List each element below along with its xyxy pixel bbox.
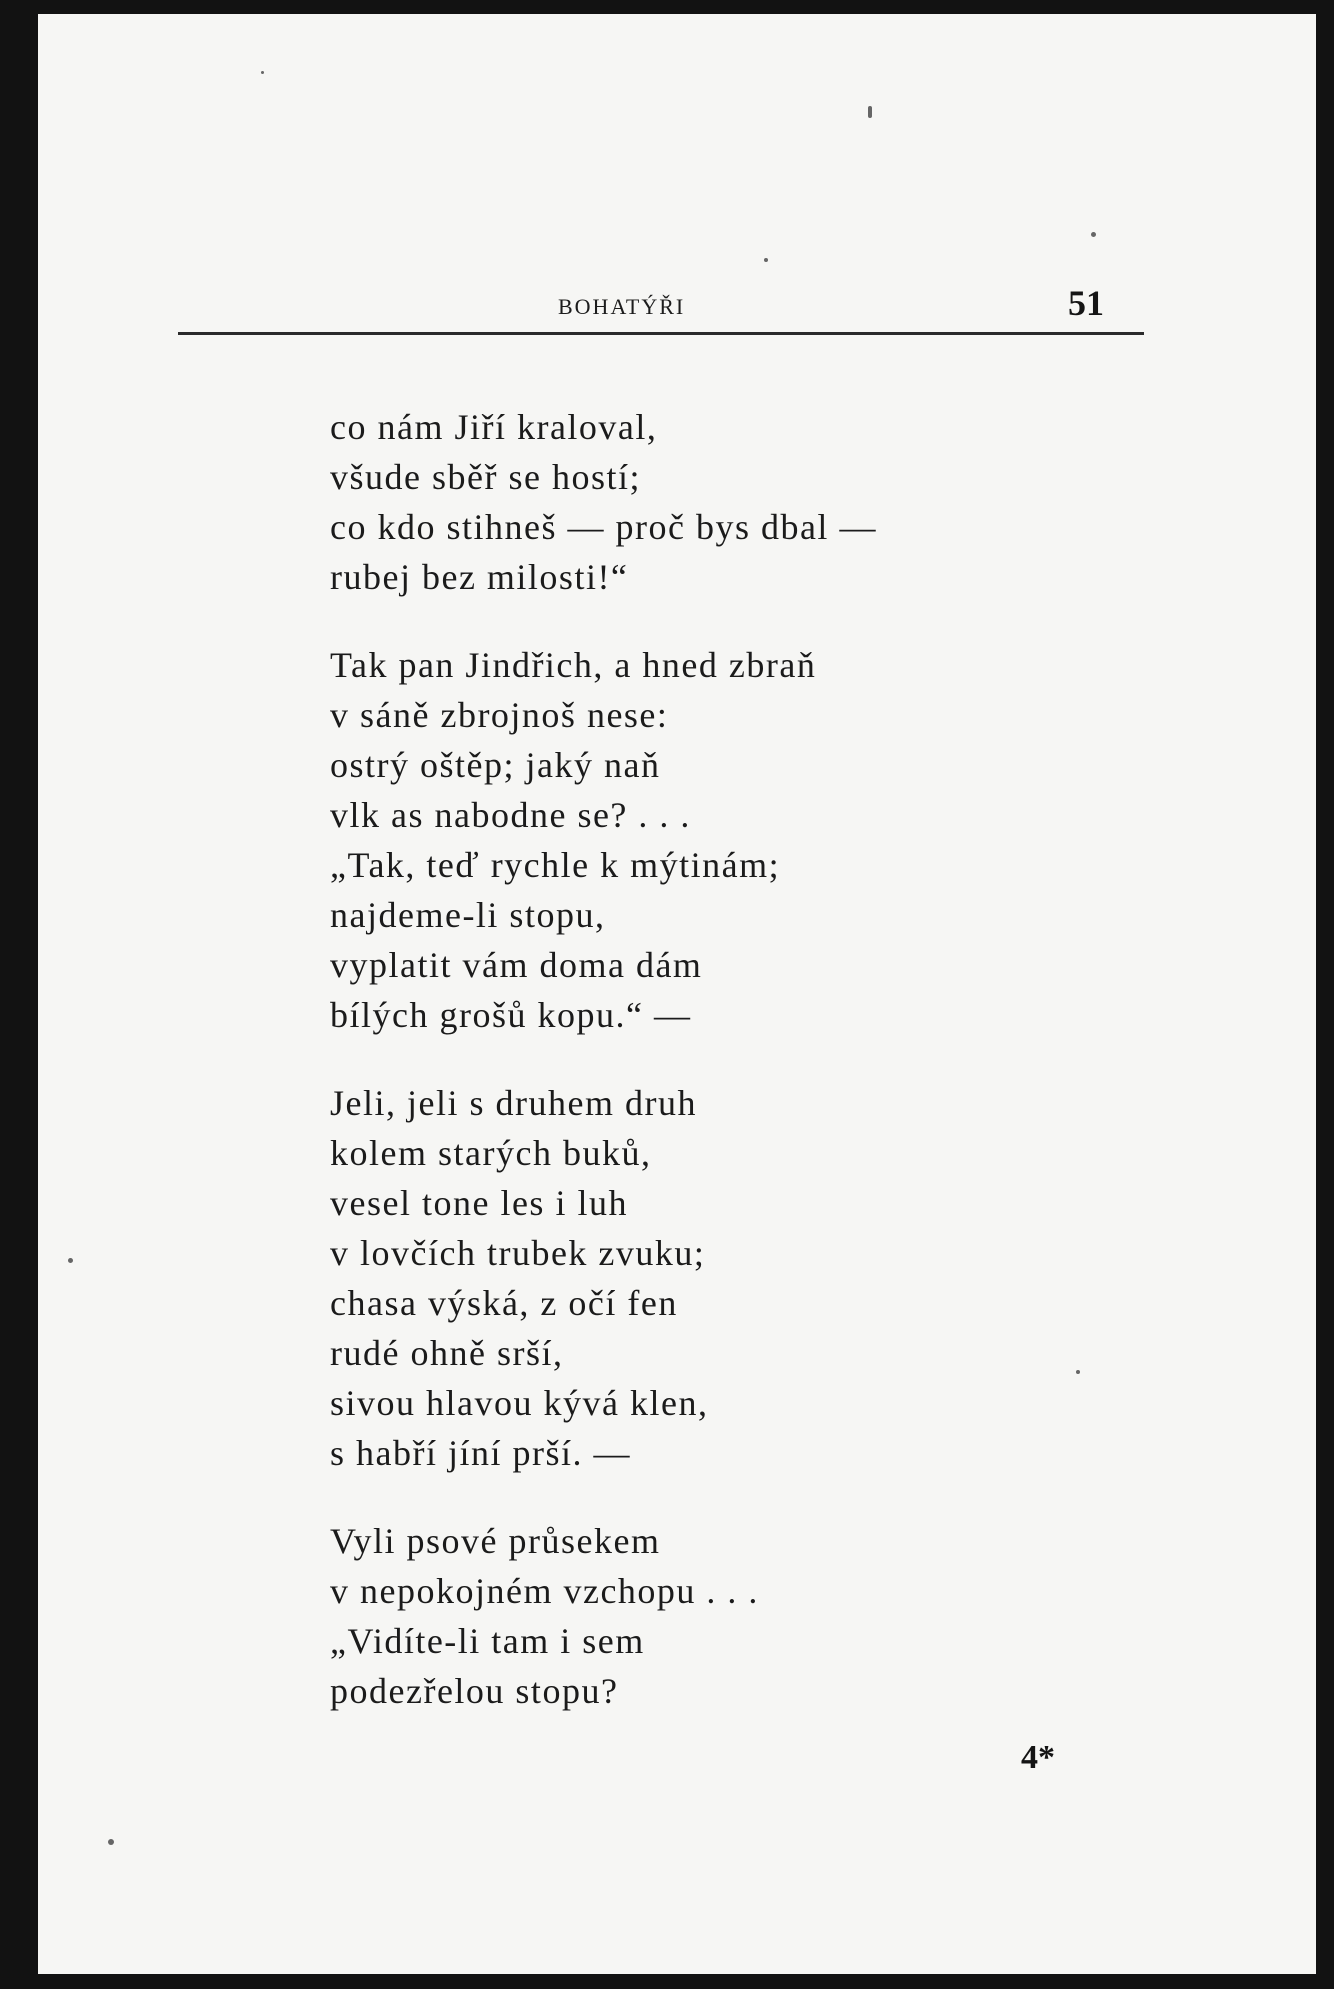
poem-text (330, 402, 877, 1754)
header-rule (178, 332, 1144, 335)
running-title: BOHATÝŘI (558, 294, 686, 319)
stanza (330, 1516, 877, 1716)
verse-line: v sáně zbrojnoš nese: (330, 695, 669, 735)
scan-speck (1091, 232, 1096, 237)
verse-line: v lovčích trubek zvuku; (330, 1233, 706, 1273)
stanza (330, 402, 877, 602)
verse-line: podezřelou stopu? (330, 1671, 619, 1711)
verse-line: rubej bez milosti!“ (330, 557, 629, 597)
scan-speck (68, 1258, 73, 1263)
verse-line: „Tak, teď rychle k mýtinám; (330, 845, 781, 885)
verse-line: najdeme-li stopu, (330, 895, 606, 935)
page-header (38, 272, 1316, 322)
scan-speck (868, 106, 872, 118)
verse-line: rudé ohně srší, (330, 1333, 564, 1373)
verse-line: co nám Jiří kraloval, (330, 407, 658, 447)
stanza (330, 640, 877, 1040)
verse-line: vesel tone les i luh (330, 1183, 628, 1223)
page-number: 51 (1068, 283, 1104, 323)
scan-speck (108, 1839, 114, 1845)
verse-line: sivou hlavou kývá klen, (330, 1383, 709, 1423)
verse-line: Tak pan Jindřich, a hned zbraň (330, 645, 817, 685)
verse-line: kolem starých buků, (330, 1133, 652, 1173)
verse-line: co kdo stihneš — proč bys dbal — (330, 507, 877, 547)
verse-line: všude sběř se hostí; (330, 457, 641, 497)
verse-line: bílých grošů kopu.“ — (330, 995, 692, 1035)
verse-line: v nepokojném vzchopu . . . (330, 1571, 759, 1611)
scan-speck (1076, 1370, 1080, 1374)
verse-line: „Vidíte-li tam i sem (330, 1621, 645, 1661)
verse-line: chasa výská, z očí fen (330, 1283, 678, 1323)
verse-line: vlk as nabodne se? . . . (330, 795, 691, 835)
verse-line: Vyli psové průsekem (330, 1521, 661, 1561)
verse-line: s habří jíní prší. — (330, 1433, 631, 1473)
verse-line: Jeli, jeli s druhem druh (330, 1083, 697, 1123)
book-page (38, 14, 1316, 1974)
scan-speck (764, 258, 768, 262)
scan-speck (261, 71, 264, 74)
verse-line: ostrý oštěp; jaký naň (330, 745, 661, 785)
signature-mark: 4* (1021, 1739, 1055, 1776)
stanza (330, 1078, 877, 1478)
verse-line: vyplatit vám doma dám (330, 945, 703, 985)
